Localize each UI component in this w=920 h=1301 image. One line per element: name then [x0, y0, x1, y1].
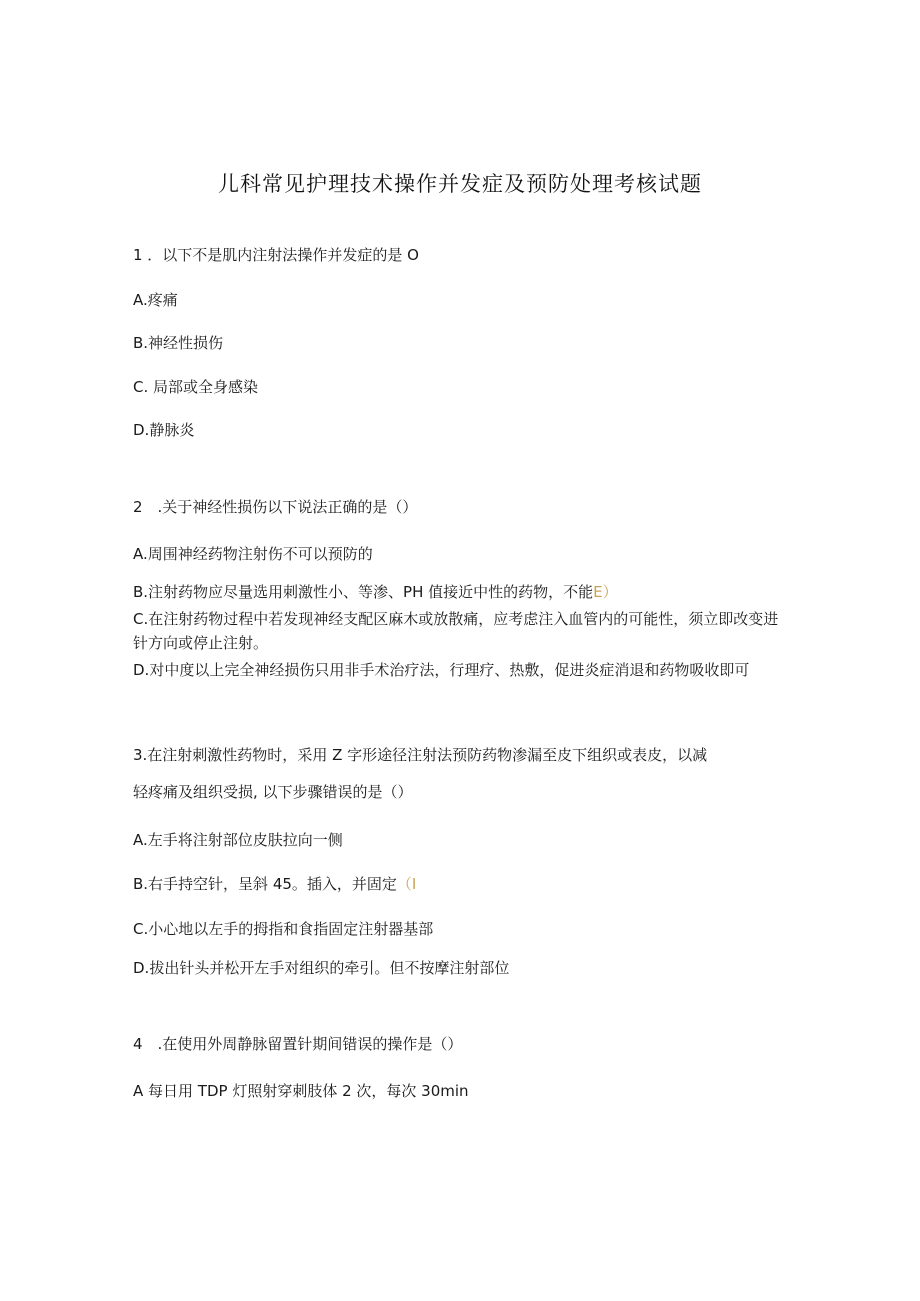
question-1-option-d: D.静脉炎	[133, 421, 195, 439]
question-3-stem-line-2: 轻疼痛及组织受损, 以下步骤错误的是（）	[133, 783, 413, 801]
question-1-option-c: C. 局部或全身感染	[133, 378, 259, 396]
question-3-option-b-mark: （I	[396, 875, 417, 893]
question-3-option-a: A.左手将注射部位皮肤拉向一侧	[133, 831, 343, 849]
question-3-option-b	[133, 874, 416, 894]
question-1-option-a: A.疼痛	[133, 291, 178, 309]
question-1-stem: 1 ．以下不是肌内注射法操作并发症的是 O	[133, 246, 419, 264]
question-2-option-a: A.周围神经药物注射伤不可以预防的	[133, 545, 373, 563]
question-3-option-b-text: B.右手持空针，呈斜 45。插入，并固定	[133, 875, 397, 893]
question-4-stem: 4 .在使用外周静脉留置针期间错误的操作是（）	[133, 1035, 463, 1053]
document-title: 儿科常见护理技术操作并发症及预防处理考核试题	[218, 172, 702, 196]
question-2-option-b	[133, 582, 618, 602]
question-2-option-d: D.对中度以上完全神经损伤只用非手术治疗法，行理疗、热敷，促进炎症消退和药物吸收即可	[133, 661, 750, 679]
question-2-stem: 2 .关于神经性损伤以下说法正确的是（）	[133, 498, 418, 516]
question-2-option-c: C.在注射药物过程中若发现神经支配区麻木或放散痛，应考虑注入血管内的可能性，须立即改变进针方向或停止注射。	[133, 610, 779, 652]
question-2-option-b-text: B.注射药物应尽量选用刺激性小、等渗、PH 值接近中性的药物，不能	[133, 583, 594, 601]
question-2-option-b-mark: E）	[593, 583, 618, 601]
question-4-option-a: A 每日用 TDP 灯照射穿刺肢体 2 次，每次 30min	[133, 1082, 469, 1100]
question-3-option-d: D.拔出针头并松开左手对组织的牵引。但不按摩注射部位	[133, 959, 510, 977]
question-1-option-b: B.神经性损伤	[133, 334, 224, 352]
question-3-option-c: C.小心地以左手的拇指和食指固定注射器基部	[133, 920, 434, 938]
question-3-stem-line-1: 3.在注射刺激性药物时，采用 Z 字形途径注射法预防药物渗漏至皮下组织或表皮，以减	[133, 746, 708, 764]
